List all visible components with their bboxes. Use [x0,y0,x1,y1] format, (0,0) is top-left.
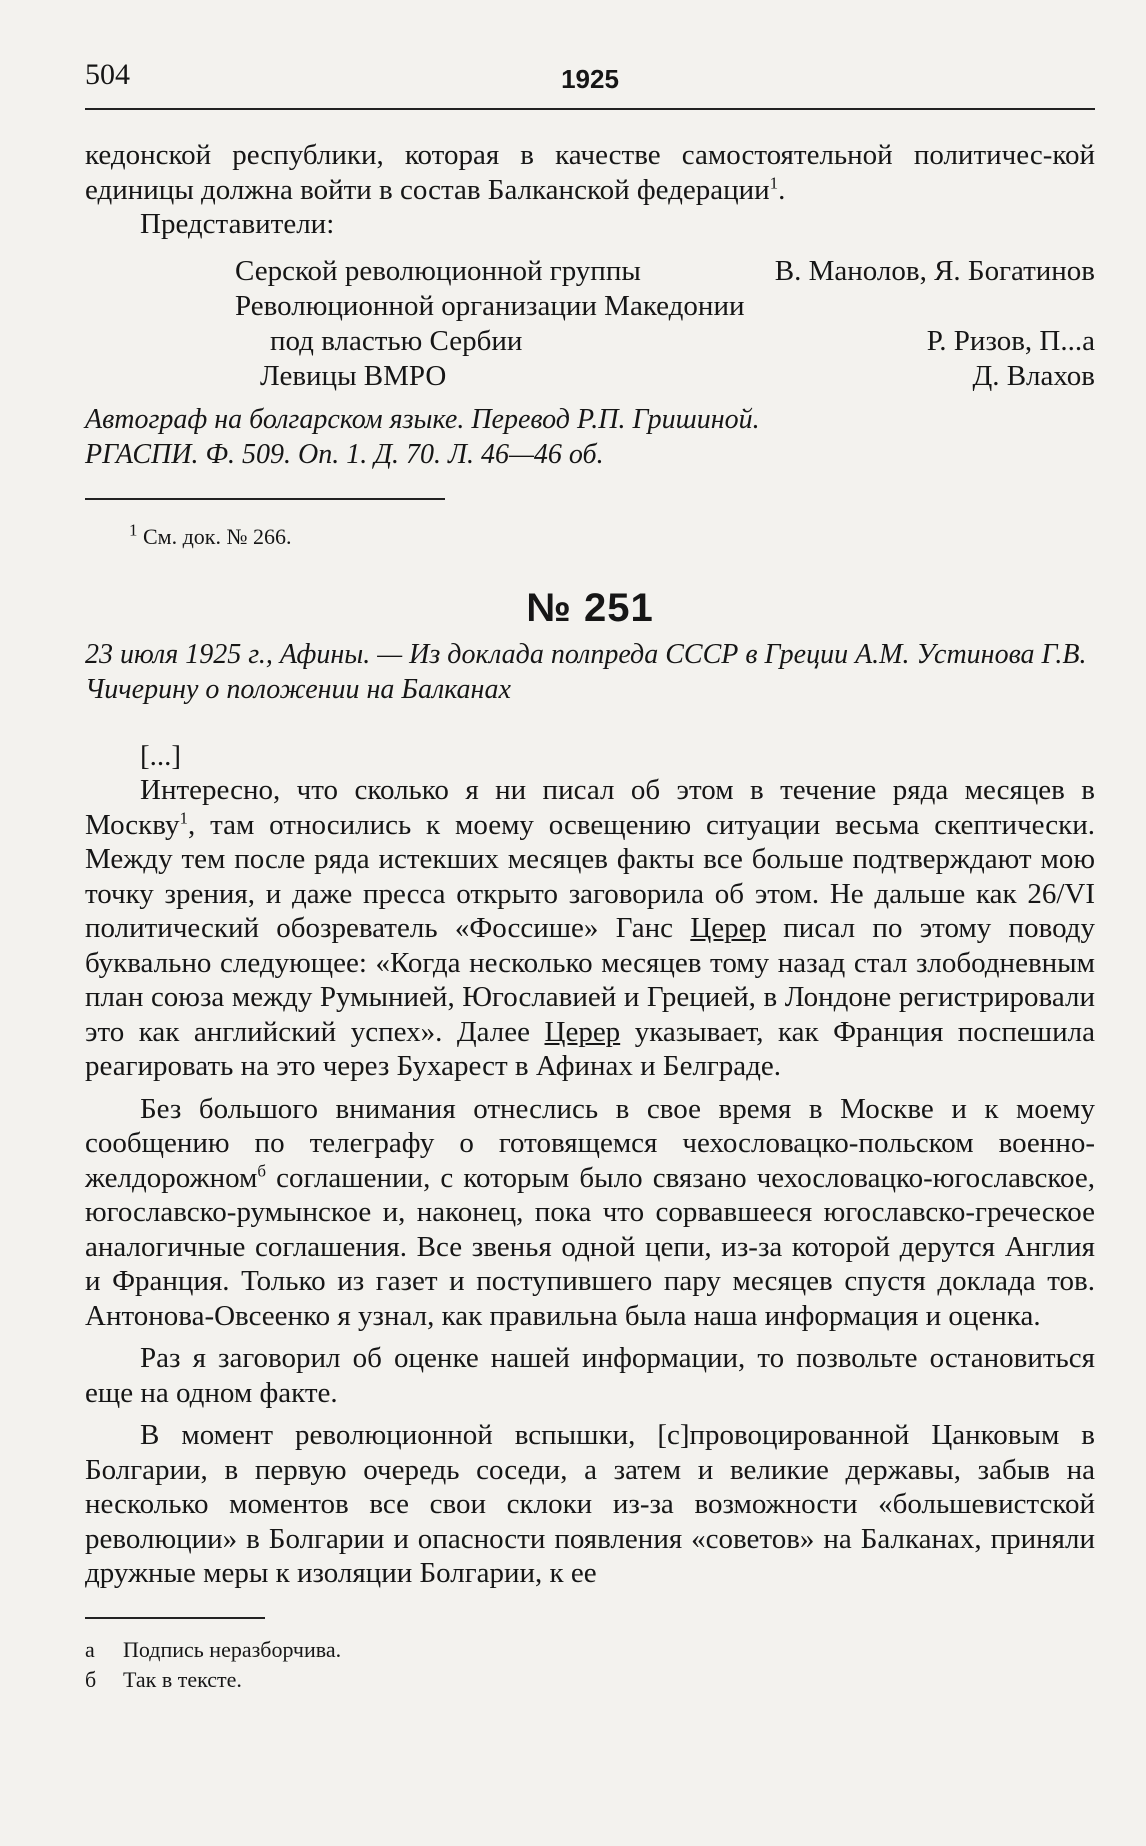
paragraph: Интересно, что сколько я ни писал об этом в течение ряда месяцев в Москву$^1$, там относились к моему освещению ситуации весьма скептически. Между тем после ряда истекших месяцев факты все больше подтверждают мою точку зрения, и даже пресса открыто заговорила об этом. Не дальше как 26/VI политический обозреватель «Фоссише» Ганс Церер писал по этому поводу буквально следующее: «Когда несколько месяцев тому назад стал злободневным план союза между Румынией, Югославией и Грецией, в Лондоне регистрировали это как английский успех». Далее Церер указывает, как Франция поспешила реагировать на это через Бухарест в Афинах и Белграде. [85,774,1095,1082]
signature-names: Р. Ризов, П...а [926,324,1095,357]
paragraph: В момент революционной вспышки, [с]провоцированной Цанковым в Болгарии, в первую очередь соседи, а затем и великие державы, забыв на несколько моментов все свои склоки из-за возможности «большевистской революции» в Болгарии и опасности появления «советов» на Балканах, приняли дружные меры к изоляции Болгарии, к ее [85,1419,1095,1589]
footnote-ref: 1 [179,807,188,827]
underlined-name: Церер [690,912,766,944]
footnote-ref: 1 [769,172,779,192]
signatures-block [85,254,1095,394]
notes-divider [85,1617,265,1619]
footnote: $^1$ См. док. № 266. [129,520,292,549]
page-body [85,138,1095,1695]
paragraph: Без большого внимания отнеслись в свое время в Москве и к моему сообщению по телеграфу о готовящемся чехословацко-польском военно-желдорожном$^б$ соглашении, с которым было связано чехословацко-югославское, югославско-румынское и, наконец, пока что сорвавшееся югославско-греческое аналогичные соглашения. Все звенья одной цепи, из-за которой дерутся Англия и Франция. Только из газет и поступившего пару месяцев спустя доклада тов. Антонова-Овсеенко я узнал, как правильна была наша информация и оценка. [85,1092,1095,1332]
signature-row [85,324,1095,359]
running-year: 1925 [561,64,619,94]
representatives-heading: Представители: [140,208,335,240]
page-number: 504 [85,58,130,91]
document-number: № 251 [526,585,654,630]
signature-names: В. Манолов, Я. Богатинов [774,254,1095,287]
underlined-name: Церер [544,1015,621,1048]
signature-row [85,289,1095,324]
footnote-divider [85,498,445,500]
omission-mark: [...] [140,739,182,772]
signature-row [85,359,1095,394]
note: а Подпись неразборчива. [85,1636,342,1662]
signature-org: Революционной организации Македонии [235,289,745,322]
signature-names [765,289,1095,324]
footnote-ref: б [257,1160,267,1180]
signature-names: Д. Влахов [972,359,1095,392]
note: б Так в тексте. [85,1666,242,1692]
signature-org: Серской революционной группы [235,254,641,287]
running-header [85,58,1095,110]
archive-source: Автограф на болгарском языке. Перевод Р.П. Гришиной. РГАСПИ. Ф. 509. Оп. 1. Д. 70. Л. 46—46 об. [85,403,760,470]
signature-row [85,254,1095,289]
continuation-paragraph: кедонской республики, которая в качестве самостоятельной политичес-кой единицы должна войти в состав Балканской федерации$^1$. [85,139,1095,206]
signature-org: под властью Сербии [270,324,523,357]
signature-org: Левицы ВМРО [260,359,447,392]
paragraph: Раз я заговорил об оценке нашей информации, то позвольте остановиться еще на одном факте. [85,1342,1095,1409]
document-heading: 23 июля 1925 г., Афины. — Из доклада полпреда СССР в Греции А.М. Устинова Г.В. Чичерину о положении на Балканах [85,638,1087,705]
editorial-notes [85,1635,1095,1695]
